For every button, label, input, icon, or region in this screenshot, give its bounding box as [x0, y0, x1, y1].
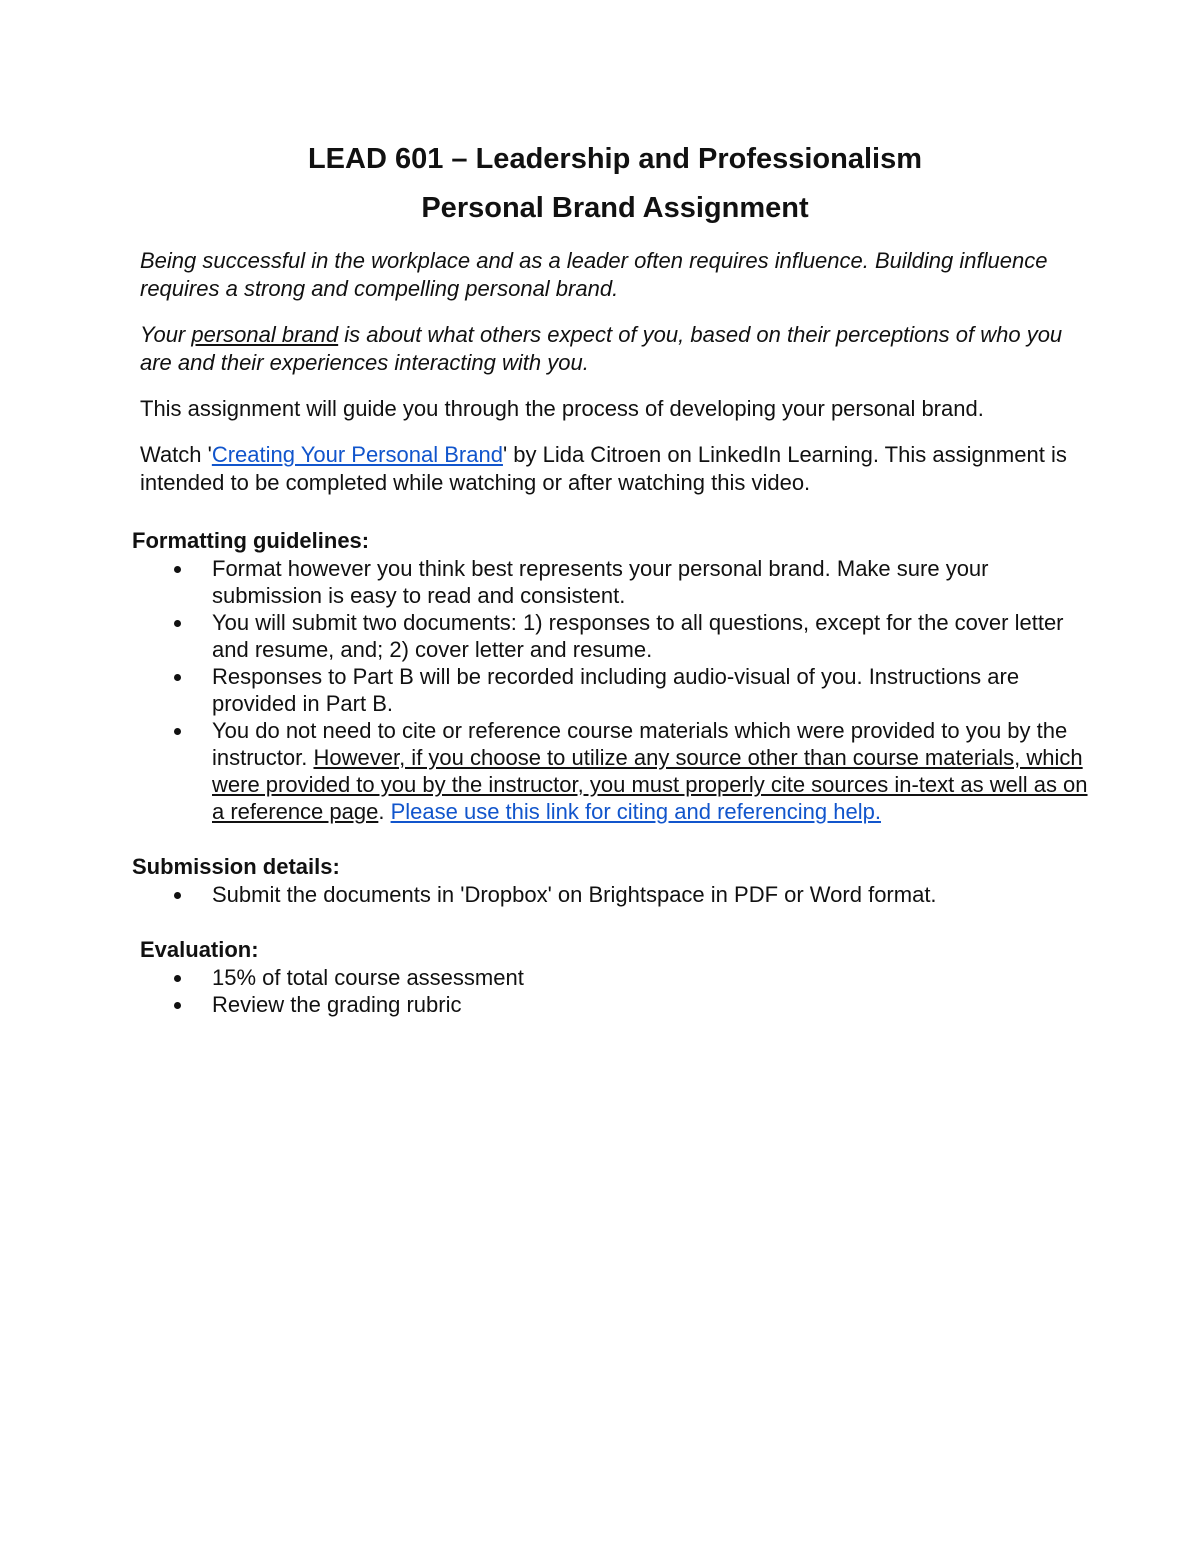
brand-definition-before: Your [140, 322, 192, 347]
bullet-icon [174, 975, 181, 982]
brand-definition-paragraph [140, 321, 1090, 377]
list-item [140, 881, 1090, 908]
list-item-text: You will submit two documents: 1) responses to all questions, except for the cover letter and resume, and; 2) cover letter and resume. [212, 610, 1064, 662]
evaluation-list [140, 964, 1090, 1018]
list-item-text: Submit the documents in 'Dropbox' on Brightspace in PDF or Word format. [212, 882, 937, 907]
formatting-heading: Formatting guidelines: [132, 528, 370, 553]
list-item [140, 717, 1090, 825]
intro-paragraph: Being successful in the workplace and as a leader often requires influence. Building influence requires a strong and compelling personal brand. [140, 248, 1048, 301]
video-link[interactable]: Creating Your Personal Brand [211, 442, 503, 467]
citing-help-link[interactable]: Please use this link for citing and referencing help. [390, 799, 881, 824]
cite-text-before: You do not need to cite or reference course materials which were provided to you by the instructor. [212, 718, 1068, 770]
list-item [140, 663, 1090, 717]
course-title: LEAD 601 – Leadership and Professionalism [307, 143, 923, 175]
bullet-icon [174, 1002, 181, 1009]
submission-list [140, 881, 1090, 908]
bullet-icon [174, 566, 181, 573]
list-item [140, 964, 1090, 991]
cite-requirement-text: However, if you choose to utilize any source other than course materials, which were provided to you by the instructor, you must properly cite sources in-text as well as on a reference page [212, 745, 1088, 824]
watch-before: Watch ' [140, 442, 212, 467]
bullet-icon [174, 728, 181, 735]
guide-paragraph: This assignment will guide you through the process of developing your personal brand. [140, 396, 984, 421]
bullet-icon [174, 674, 181, 681]
assignment-title: Personal Brand Assignment [421, 192, 809, 224]
cite-text-middle: . [378, 799, 391, 824]
list-item-text: 15% of total course assessment [212, 965, 524, 990]
brand-definition-term: personal brand [191, 322, 339, 347]
submission-heading: Submission details: [132, 854, 340, 879]
formatting-list [140, 555, 1090, 825]
watch-after: ' by Lida Citroen on LinkedIn Learning. This assignment is intended to be completed while watching or after watching this video. [140, 442, 1067, 495]
brand-definition-after: is about what others expect of you, based on their perceptions of who you are and their experiences interacting with you. [140, 322, 1063, 375]
watch-paragraph [140, 441, 1090, 497]
evaluation-heading: Evaluation: [140, 937, 259, 962]
list-item-text: Responses to Part B will be recorded including audio-visual of you. Instructions are provided in Part B. [212, 664, 1020, 716]
list-item [140, 555, 1090, 609]
list-item-text: Format however you think best represents your personal brand. Make sure your submission is easy to read and consistent. [212, 556, 989, 608]
list-item [140, 991, 1090, 1018]
list-item [140, 609, 1090, 663]
bullet-icon [174, 892, 181, 899]
list-item-text: Review the grading rubric [212, 992, 462, 1017]
bullet-icon [174, 620, 181, 627]
